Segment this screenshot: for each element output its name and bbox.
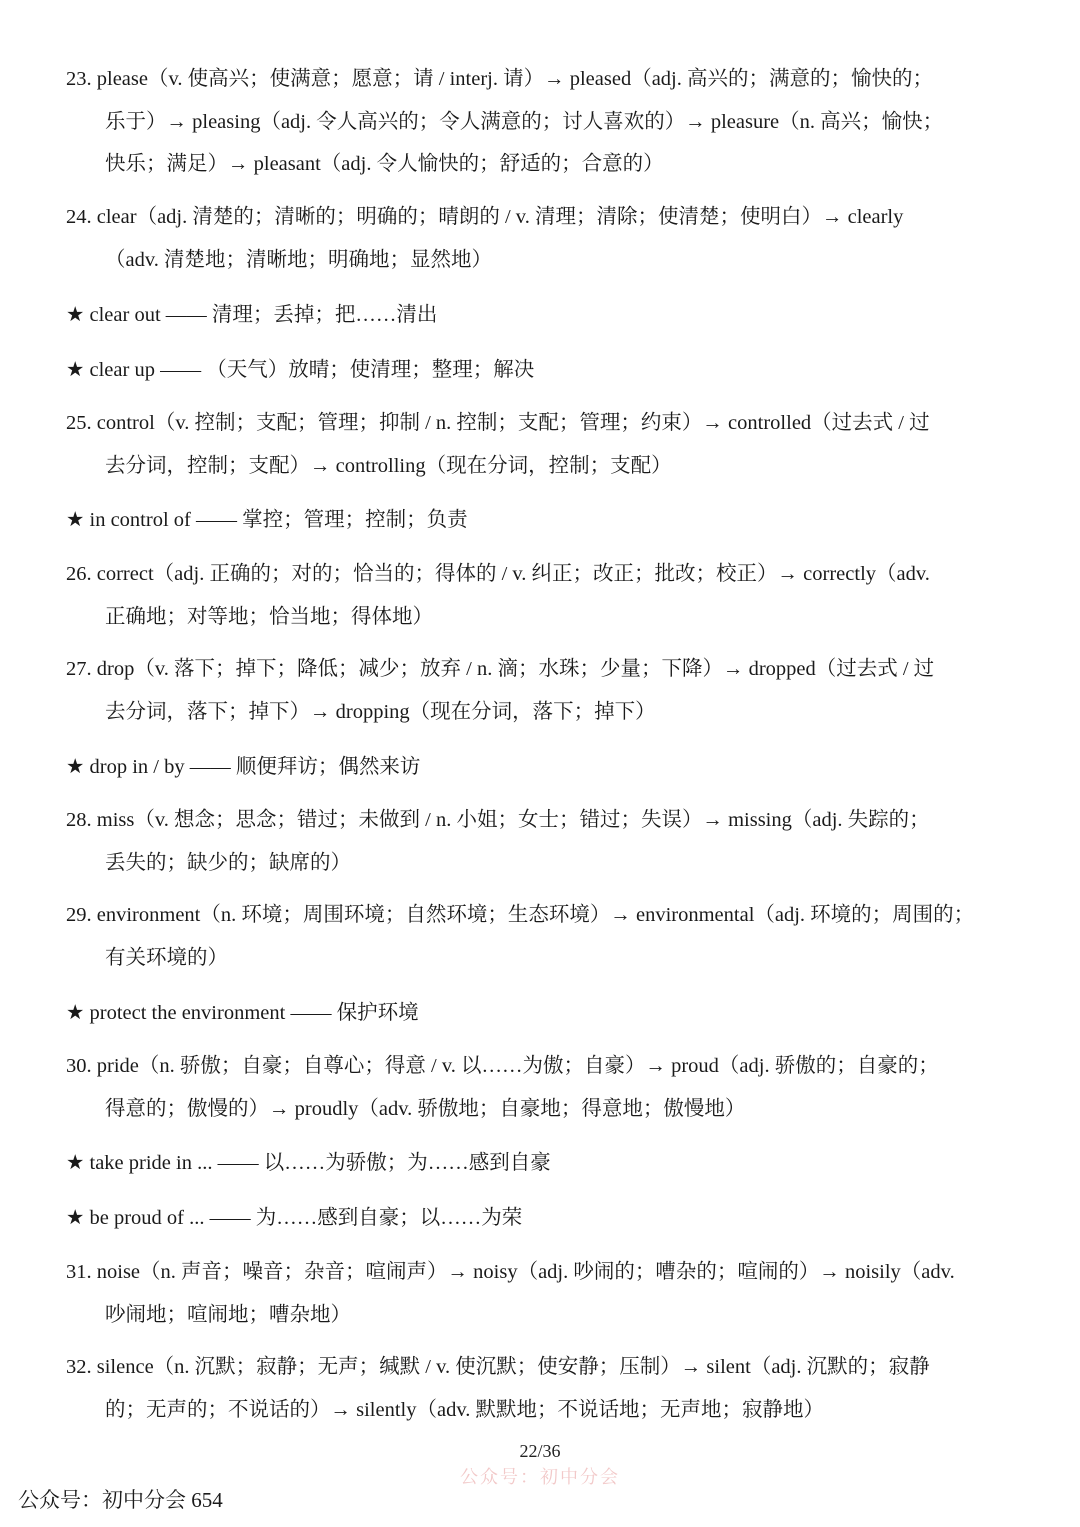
entry-line: 32. silence（n. 沉默；寂静；无声；缄默 / v. 使沉默；使安静；压制）→ silent（adj. 沉默的；寂静 <box>66 1356 930 1378</box>
vocab-entry-24 <box>66 196 1036 281</box>
entry-line: 24. clear（adj. 清楚的；清晰的；明确的；晴朗的 / v. 清理；清除；使清楚；使明白）→ clearly <box>66 206 904 228</box>
vocab-entry-25 <box>66 402 1036 487</box>
entry-line: 丢失的；缺少的；缺席的） <box>105 851 351 874</box>
entry-line: 快乐；满足）→ pleasant（adj. 令人愉快的；舒适的；合意的） <box>105 153 664 175</box>
phrase-clear-out: ★ clear out —— 清理；丢掉；把……清出 <box>66 304 438 326</box>
phrase-protect-the-environment: ★ protect the environment —— 保护环境 <box>66 1002 419 1024</box>
entry-line: 正确地；对等地；恰当地；得体地） <box>105 605 433 628</box>
entry-line: 29. environment（n. 环境；周围环境；自然环境；生态环境）→ environmental（adj. 环境的；周围的； <box>66 904 975 926</box>
vocab-entry-28 <box>66 799 1036 884</box>
entry-line: 去分词，落下；掉下）→ dropping（现在分词，落下；掉下） <box>105 700 656 723</box>
phrase-take-pride-in: ★ take pride in ... —— 以……为骄傲；为……感到自豪 <box>66 1152 551 1174</box>
entry-line: （adv. 清楚地；清晰地；明确地；显然地） <box>105 248 493 271</box>
vocab-entry-32 <box>66 1346 1036 1431</box>
entry-line: 26. correct（adj. 正确的；对的；恰当的；得体的 / v. 纠正；改正；批改；校正）→ correctly（adv. <box>66 563 930 585</box>
watermark-text: 公众号：初中分会 <box>460 1467 620 1487</box>
entry-line: 30. pride（n. 骄傲；自豪；自尊心；得意 / v. 以……为傲；自豪）→ proud（adj. 骄傲的；自豪的； <box>66 1055 939 1077</box>
phrase-in-control-of: ★ in control of —— 掌控；管理；控制；负责 <box>66 509 468 531</box>
entry-line: 乐于）→ pleasing（adj. 令人高兴的；令人满意的；讨人喜欢的）→ pleasure（n. 高兴；愉快； <box>105 110 944 133</box>
vocab-entry-23 <box>66 58 1036 186</box>
entry-line: 得意的；傲慢的）→ proudly（adv. 骄傲地；自豪地；得意地；傲慢地） <box>105 1097 746 1120</box>
vocab-entry-26 <box>66 553 1036 638</box>
entry-line: 的；无声的；不说话的）→ silently（adv. 默默地；不说话地；无声地；寂静地） <box>105 1398 824 1421</box>
entry-line: 31. noise（n. 声音；噪音；杂音；喧闹声）→ noisy（adj. 吵闹的；嘈杂的；喧闹的）→ noisily（adv. <box>66 1261 955 1283</box>
footer-account-label: 公众号：初中分会 654 <box>18 1488 223 1512</box>
entry-line: 23. please（v. 使高兴；使满意；愿意；请 / interj. 请）→ pleased（adj. 高兴的；满意的；愉快的； <box>66 68 933 90</box>
phrase-clear-up: ★ clear up —— （天气）放晴；使清理；整理；解决 <box>66 359 535 381</box>
vocab-entry-29 <box>66 894 1036 979</box>
entry-line: 28. miss（v. 想念；思念；错过；未做到 / n. 小姐；女士；错过；失误）→ missing（adj. 失踪的； <box>66 809 930 831</box>
vocab-entry-30 <box>66 1045 1036 1130</box>
entry-line: 有关环境的） <box>105 946 228 969</box>
entry-line: 27. drop（v. 落下；掉下；降低；减少；放弃 / n. 滴；水珠；少量；下降）→ dropped（过去式 / 过 <box>66 658 935 680</box>
entry-line: 25. control（v. 控制；支配；管理；抑制 / n. 控制；支配；管理；约束）→ controlled（过去式 / 过 <box>66 412 930 434</box>
phrase-drop-in-by: ★ drop in / by —— 顺便拜访；偶然来访 <box>66 756 421 778</box>
entry-line: 去分词，控制；支配）→ controlling（现在分词，控制；支配） <box>105 454 672 477</box>
entry-line: 吵闹地；喧闹地；嘈杂地） <box>105 1303 351 1326</box>
vocab-entry-31 <box>66 1251 1036 1336</box>
page-number: 22/36 <box>519 1441 561 1461</box>
vocab-entry-27 <box>66 648 1036 733</box>
phrase-be-proud-of: ★ be proud of ... —— 为……感到自豪；以……为荣 <box>66 1207 523 1229</box>
